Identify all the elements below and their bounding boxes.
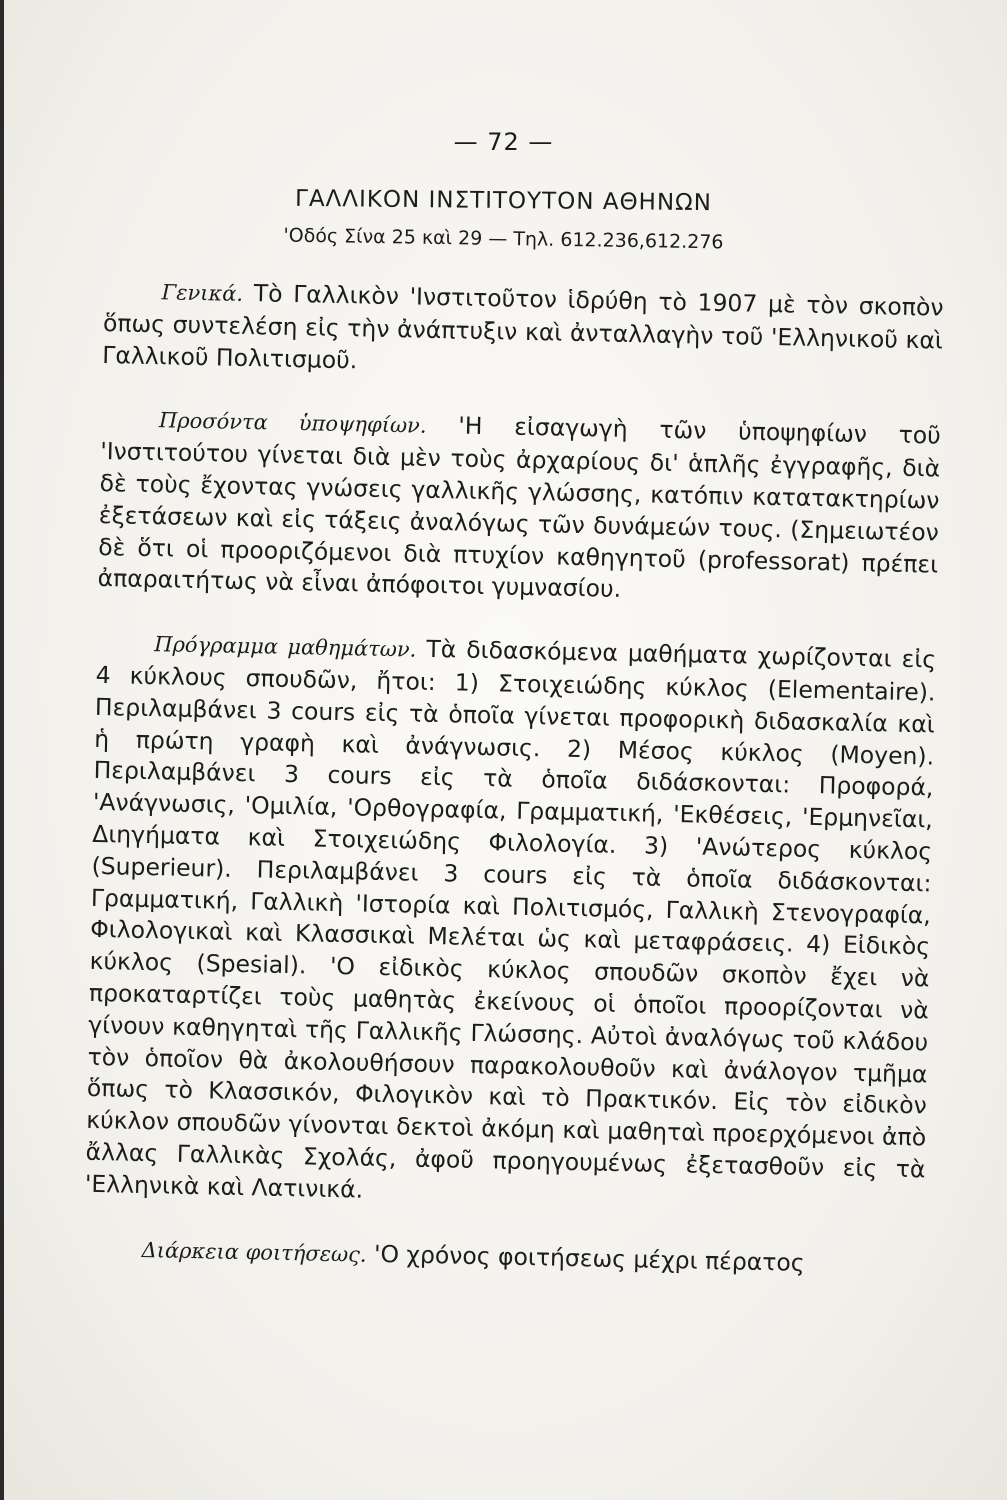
section-heading: Πρόγραμμα μαθημάτων. (154, 632, 417, 662)
address-line: 'Οδός Σίνα 25 καὶ 29 — Τηλ. 612.236,612.276 (283, 224, 724, 254)
section-body: Τὰ διδασκόμενα μαθήματα χωρίζονται εἰς 4 κύκλους σπουδῶν, ἤτοι: 1) Στοιχειώδης κύκλος (Elementaire). Περιλαμβάνει 3 cours εἰς τὰ ὁποῖα γίνεται προφορικὴ διδασκαλία καὶ ἡ πρώτη γραφὴ καὶ ἀνάγνωσις. 2) Μέσος κύκλος (Moyen). Περιλαμβάνει 3 cours εἰς τὰ ὁποῖα διδάσκονται: Προφορά, 'Ανάγνωσις, 'Ομιλία, 'Ορθογραφία, Γραμματική, 'Εκθέσεις, 'Ερμηνεῖαι, Διηγήματα καὶ Στοιχειώδης Φιλολογία. 3) 'Ανώτερος κύκλος (Superieur). Περιλαμβάνει 3 cours εἰς τὰ ὁποῖα διδάσκονται: Γραμματική, Γαλλικὴ 'Ιστορία καὶ Πολιτισμός, Γαλλικὴ Στενογραφία, Φιλολογικαὶ καὶ Κλασσικαὶ Μελέται ὡς καὶ μεταφράσεις. 4) Εἰδικὸς κύκλος (Spesial). 'Ο εἰδικὸς κύκλος σπουδῶν σκοπὸν ἔχει νὰ προκαταρτίζει τοὺς μαθητὰς ἐκείνους οἱ ὁποῖοι προορίζονται νὰ γίνουν καθηγηταὶ τῆς Γαλλικῆς Γλώσσης. Αὐτοὶ ἀναλόγως τοῦ κλάδου τὸν ὁποῖον θὰ ἀκολουθήσουν παρακολουθοῦν καὶ ἀνάλογον τμῆμα ὅπως τὸ Κλασσικόν, Φιλογικὸν καὶ τὸ Πρακτικόν. Εἰς τὸν εἰδικὸν κύκλον σπουδῶν γίνονται δεκτοὶ ἀκόμη καὶ μαθηταὶ προερχόμενοι ἀπὸ ἄλλας Γαλλικὰς Σχολάς, ἀφοῦ προηγουμένως ἐξετασθοῦν εἰς τὰ 'Ελληνικὰ καὶ Λατινικά. (84, 635, 937, 1204)
institute-title: ΓΑΛΛΙΚΟΝ ΙΝΣΤΙΤΟΥΤΟΝ ΑΘΗΝΩΝ (294, 185, 713, 217)
section-body: 'Η εἰσαγωγὴ τῶν ὑποψηφίων τοῦ 'Ινστιτούτου γίνεται διὰ μὲν τοὺς ἀρχαρίους δι' ἁπλῆς ἐγγραφῆς, διὰ δὲ τοὺς ἔχοντας γνώσεις γαλλικῆς γλώσσης, κατόπιν κατατακτηρίων ἐξετάσεων καὶ εἰς τάξεις ἀναλόγως τῶν δυνάμεών τους. (Σημειωτέον δὲ ὅτι οἱ προοριζόμενοι διὰ πτυχίον καθηγητοῦ (professorat) πρέπει ἀπαραιτήτως νὰ εἶναι ἀπόφοιτοι γυμνασίου. (97, 411, 942, 604)
section-qualifications (97, 403, 941, 612)
section-body: Τὸ Γαλλικὸν 'Ινστιτοῦτον ἱδρύθη τὸ 1907 μὲ τὸν σκοπὸν ὅπως συντελέση εἰς τὴν ἀνάπτυξιν καὶ ἀνταλλαγὴν τοῦ 'Ελληνικοῦ καὶ Γαλλικοῦ Πολιτισμοῦ. (102, 279, 944, 374)
section-body: 'Ο χρόνος φοιτήσεως μέχρι πέρατος (373, 1239, 805, 1277)
section-heading: Προσόντα ὑποψηφίων. (158, 408, 427, 439)
section-heading: Γενικά. (161, 280, 244, 306)
page-number: — 72 — (453, 128, 554, 156)
section-duration (83, 1232, 924, 1282)
body-text (83, 275, 944, 1283)
section-program (85, 627, 937, 1218)
section-heading: Διάρκεια φοιτήσεως. (141, 1237, 367, 1267)
section-general (102, 275, 944, 389)
